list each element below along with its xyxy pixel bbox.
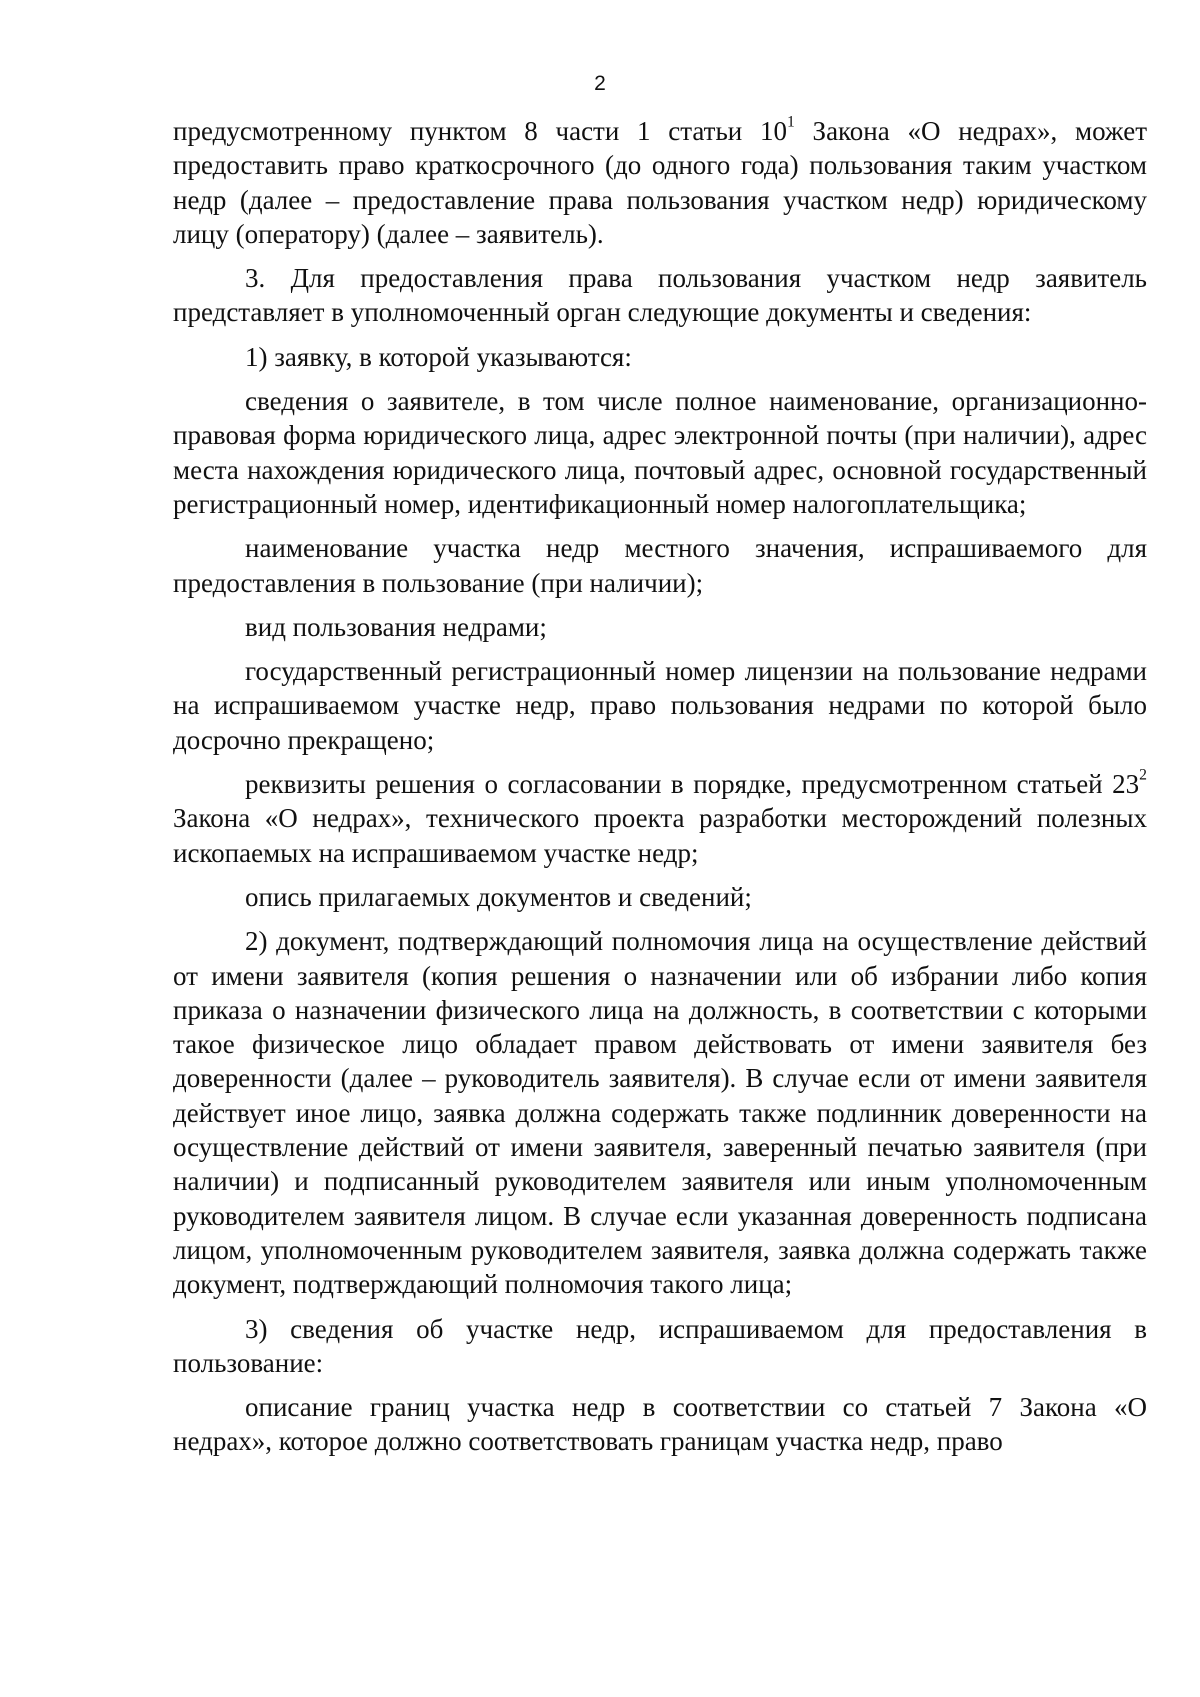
paragraph-license-number: государственный регистрационный номер лицензии на пользование недрами на испрашиваемом участке недр, право пользования недрами по которой было досрочно прекращено;	[173, 656, 1147, 755]
paragraph-use-type: вид пользования недрами;	[245, 611, 547, 642]
paragraph-subitem-2: 2) документ, подтверждающий полномочия лица на осуществление действий от имени заявителя (копия решения о назначении или об избрании либо копия приказа о назначении физического лица на должность, в соответствии с которыми такое физическое лицо обладает правом действовать от имени заявителя без доверенности (далее – руководитель заявителя). В случае если от имени заявителя действует иное лицо, заявка должна содержать также подлинник доверенности на осуществление действий от имени заявителя, заверенный печатью заявителя (при наличии) и подписанный руководителем заявителя или иным уполномоченным руководителем заявителя лицом. В случае если указанная доверенность подписана лицом, уполномоченным руководителем заявителя, заявка должна содержать также документ, подтверждающий полномочия такого лица;	[173, 926, 1147, 1300]
paragraph-document-list: опись прилагаемых документов и сведений;	[245, 881, 752, 912]
page-number: 2	[594, 72, 606, 95]
document-body	[173, 114, 1147, 1469]
paragraph-applicant-info: сведения о заявителе, в том числе полное наименование, организационно-правовая форма юридического лица, адрес электронной почты (при наличии), адрес места нахождения юридического лица, почтовый адрес, основной государственный регистрационный номер, идентификационный номер налогоплательщика;	[173, 386, 1147, 519]
paragraph-subitem-1: 1) заявку, в которой указываются:	[245, 341, 632, 372]
paragraph-item-3: 3. Для предоставления права пользования участком недр заявитель представляет в уполномоченный орган следующие документы и сведения:	[173, 263, 1147, 328]
paragraph-approval-details: реквизиты решения о согласовании в порядке, предусмотренном статьей $23^2$ Закона «О недрах», технического проекта разработки месторождений полезных ископаемых на испрашиваемом участке недр;	[173, 766, 1147, 868]
paragraph-site-name: наименование участка недр местного значения, испрашиваемого для предоставления в пользование (при наличии);	[173, 533, 1147, 598]
paragraph-boundaries: описание границ участка недр в соответствии со статьей 7 Закона «О недрах», которое должно соответствовать границам участка недр, право	[173, 1392, 1147, 1457]
paragraph-subitem-3: 3) сведения об участке недр, испрашиваемом для предоставления в пользование:	[173, 1313, 1147, 1378]
superscript: 2	[1139, 766, 1147, 784]
superscript: 1	[786, 113, 795, 131]
paragraph-continuation: предусмотренному пунктом 8 части 1 статьи $10^1$ Закона «О недрах», может предоставить право краткосрочного (до одного года) пользования таким участком недр (далее – предоставление права пользования участком недр) юридическому лицу (оператору) (далее – заявитель).	[173, 113, 1148, 249]
